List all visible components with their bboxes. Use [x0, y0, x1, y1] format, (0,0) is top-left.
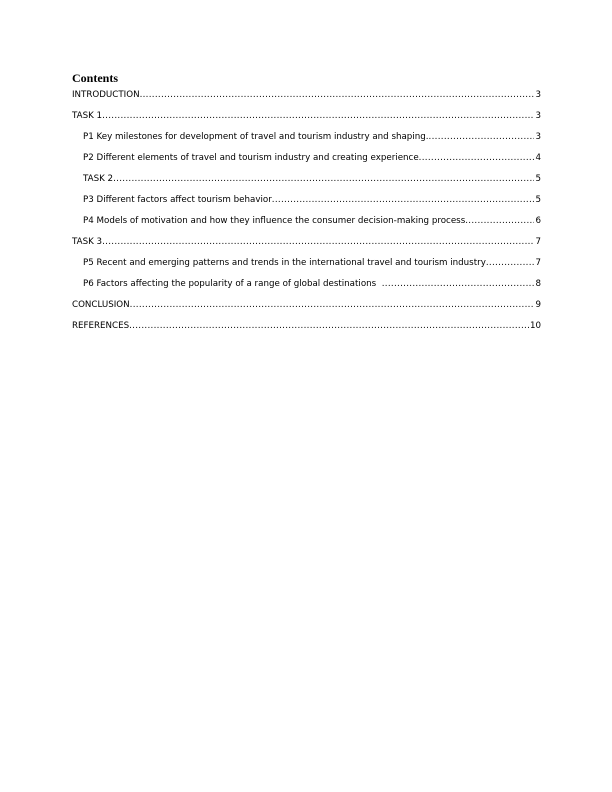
toc-dot-leader	[382, 279, 535, 289]
toc-page-number: 7	[535, 237, 541, 247]
table-of-contents	[72, 90, 541, 342]
toc-entry-label: TASK 3	[72, 237, 103, 247]
toc-entry-p6[interactable]	[72, 279, 541, 289]
toc-page-number: 10	[529, 321, 541, 331]
toc-entry-task-1[interactable]	[72, 111, 541, 121]
toc-entry-task-2[interactable]	[72, 174, 541, 184]
toc-heading: Contents	[72, 71, 119, 85]
toc-dot-leader	[113, 174, 534, 184]
toc-entry-label: CONCLUSION	[72, 300, 130, 310]
toc-dot-leader	[465, 216, 534, 226]
toc-page-number: 7	[535, 258, 541, 268]
toc-entry-p4[interactable]	[72, 216, 541, 226]
toc-dot-leader	[419, 153, 535, 163]
toc-entry-p1[interactable]	[72, 132, 541, 142]
toc-entry-label: P2 Different elements of travel and tourism industry and creating experience	[83, 153, 419, 163]
toc-page-number: 5	[535, 174, 541, 184]
toc-page-number: 6	[535, 216, 541, 226]
toc-dot-leader	[130, 300, 535, 310]
toc-entry-p2[interactable]	[72, 153, 541, 163]
toc-entry-label: P4 Models of motivation and how they influence the consumer decision-making process	[83, 216, 466, 226]
toc-page-number: 4	[535, 153, 541, 163]
toc-entry-label: P6 Factors affecting the popularity of a range of global destinations	[83, 279, 382, 289]
toc-dot-leader	[429, 132, 535, 142]
toc-entry-introduction[interactable]	[72, 90, 541, 100]
toc-entry-label: INTRODUCTION	[72, 90, 140, 100]
toc-dot-leader	[102, 237, 534, 247]
toc-page-number: 9	[535, 300, 541, 310]
toc-entry-label: TASK 1	[72, 111, 103, 121]
toc-entry-label: REFERENCES	[72, 321, 130, 331]
toc-dot-leader	[272, 195, 535, 205]
toc-page-number: 3	[535, 111, 541, 121]
toc-dot-leader	[140, 90, 535, 100]
toc-entry-label: TASK 2	[83, 174, 114, 184]
toc-entry-references[interactable]	[72, 321, 541, 331]
toc-entry-p3[interactable]	[72, 195, 541, 205]
toc-entry-label: P3 Different factors affect tourism behavior	[83, 195, 272, 205]
toc-entry-conclusion[interactable]	[72, 300, 541, 310]
toc-entry-label: P5 Recent and emerging patterns and trends in the international travel and tourism industry	[83, 258, 486, 268]
toc-page-number: 5	[535, 195, 541, 205]
toc-dot-leader	[102, 111, 534, 121]
toc-page-number: 8	[535, 279, 541, 289]
toc-entry-task-3[interactable]	[72, 237, 541, 247]
toc-entry-label: P1 Key milestones for development of travel and tourism industry and shaping.	[83, 132, 429, 142]
toc-dot-leader	[486, 258, 535, 268]
toc-page-number: 3	[535, 90, 541, 100]
toc-entry-p5[interactable]	[72, 258, 541, 268]
toc-dot-leader	[129, 321, 529, 331]
toc-page-number: 3	[535, 132, 541, 142]
